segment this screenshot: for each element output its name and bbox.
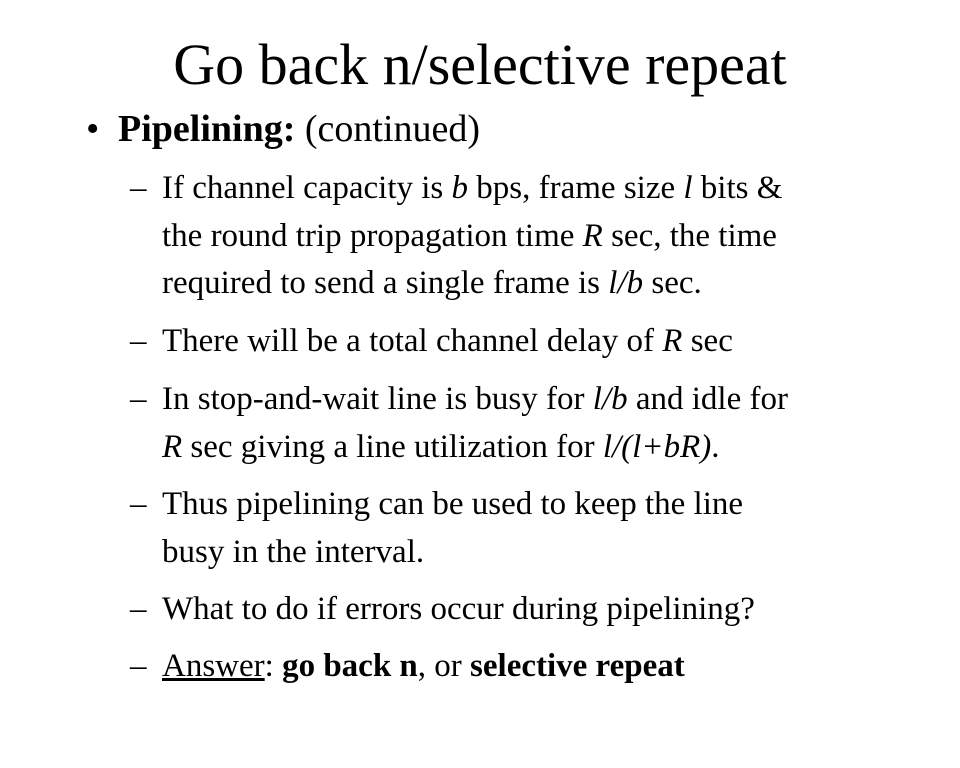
text-line: the round trip propagation time R sec, the time [162, 217, 777, 254]
text-line: In stop-and-wait line is busy for l/b and idle for [162, 381, 788, 417]
text-line: Thus pipelining can be used to keep the line [162, 486, 744, 522]
subitem-channel-capacity [130, 165, 782, 308]
bullet-suffix: (continued) [295, 108, 481, 150]
text-line: required to send a single frame is l/b sec. [162, 265, 702, 301]
answer-label: Answer [162, 648, 265, 684]
dash-marker: – [130, 170, 147, 206]
dash-marker: – [130, 381, 147, 417]
bullet-marker: • [86, 108, 100, 150]
text-line: busy in the interval. [162, 533, 425, 570]
text-line: R sec giving a line utilization for l/(l+bR). [162, 428, 720, 465]
dash-marker: – [130, 486, 147, 522]
text-line: There will be a total channel delay of R sec [162, 323, 733, 359]
text-line: If channel capacity is b bps, frame size l bits & [162, 170, 783, 206]
subitem-channel-delay [130, 318, 733, 366]
answer-option-go-back-n: go back n [282, 648, 418, 684]
subitem-answer [130, 643, 685, 691]
bullet-label: Pipelining: [118, 108, 296, 150]
dash-marker: – [130, 323, 147, 359]
bullet-pipelining [86, 105, 480, 153]
subitem-pipelining-busy [130, 481, 743, 576]
answer-option-selective-repeat: selective repeat [470, 648, 685, 684]
dash-marker: – [130, 591, 147, 627]
subitem-errors-question [130, 586, 755, 634]
text-line: Answer: go back n, or selective repeat [162, 648, 685, 684]
subitem-stop-and-wait [130, 376, 788, 471]
dash-marker: – [130, 648, 147, 684]
text-line: What to do if errors occur during pipelining? [162, 591, 755, 627]
slide-title: Go back n/selective repeat [173, 32, 787, 97]
